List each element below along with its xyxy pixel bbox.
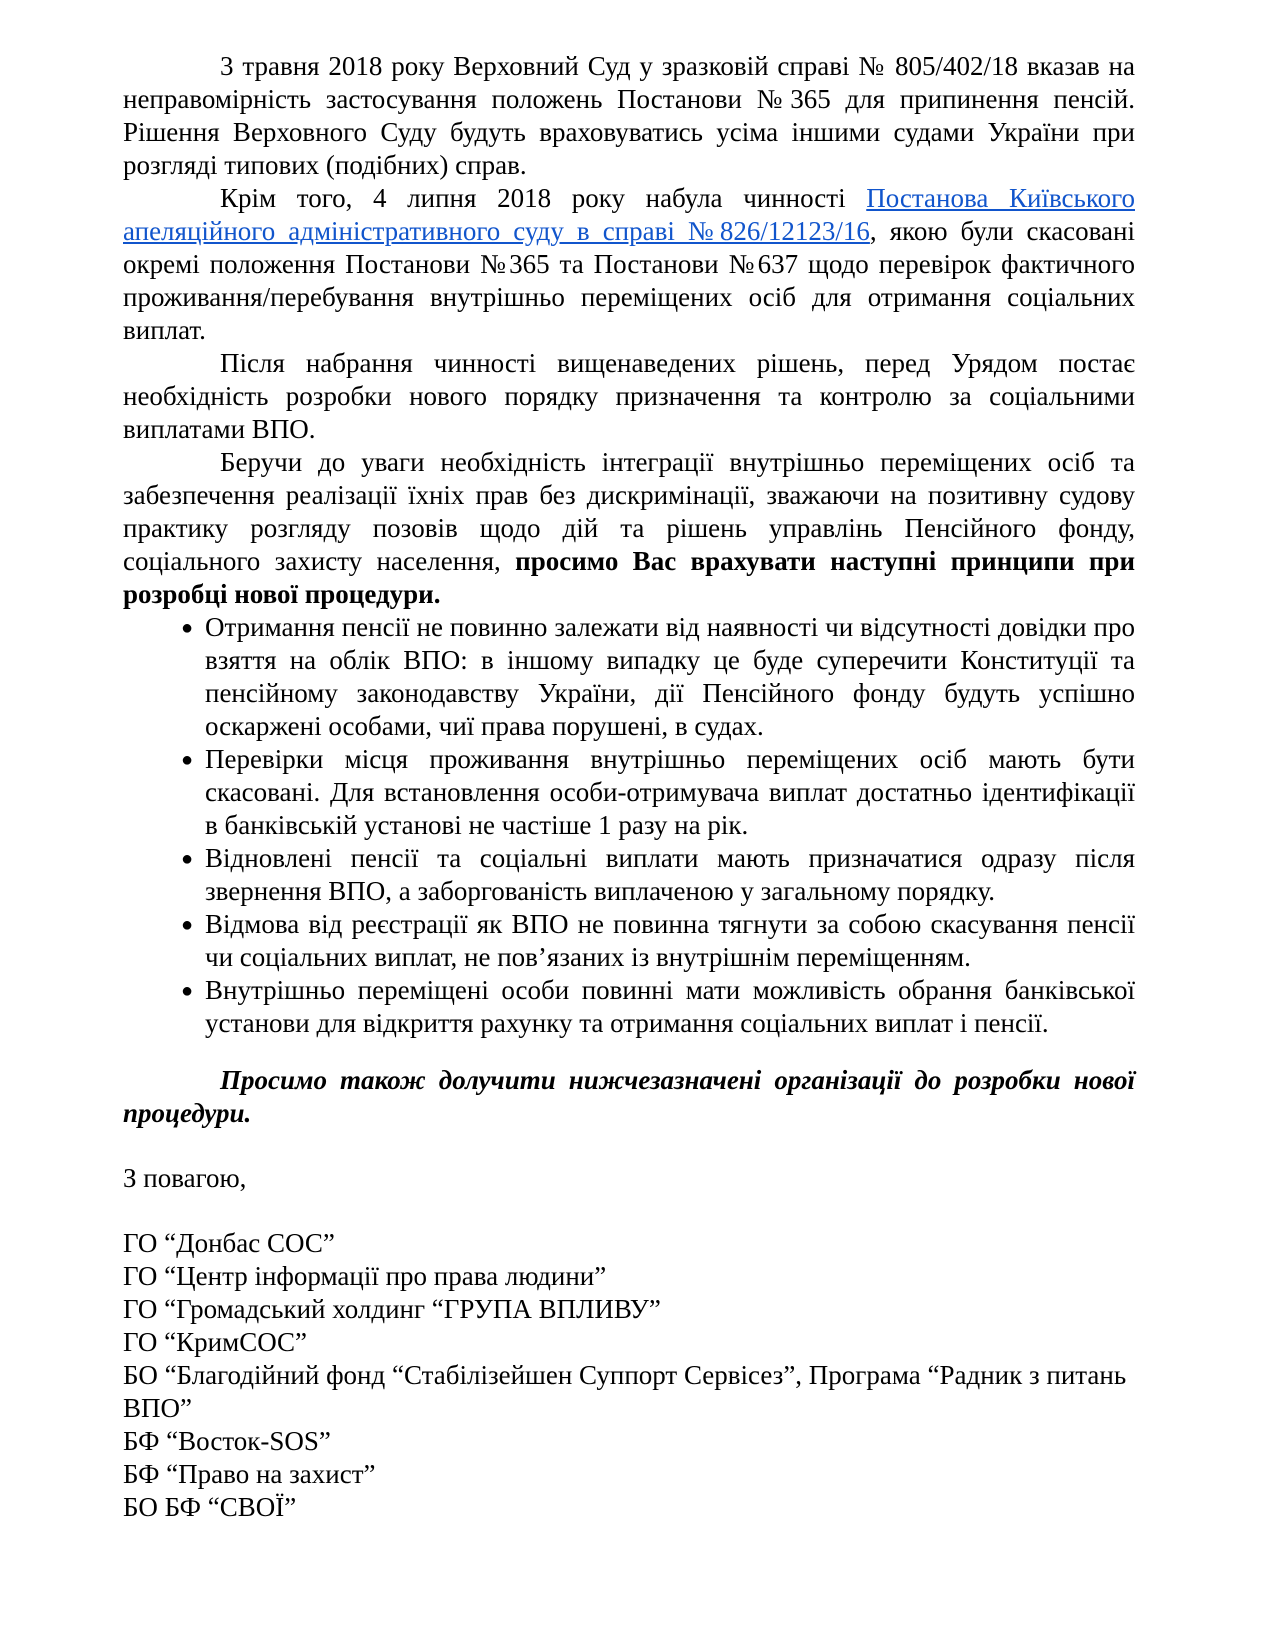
bullet-icon: ● xyxy=(181,617,194,639)
salutation: З повагою, xyxy=(123,1163,247,1193)
court-ruling-link[interactable]: Постанова Київського апеляційного адміністративного суду в справі №826/12123/16 xyxy=(123,183,1135,246)
paragraph-request-principles-lead: Беручи до уваги необхідність інтеграції внутрішньо переміщених осіб та забезпечення реалізації їхніх прав без дискримінації, зважаючи на позитивну судову практику розгляду позовів щодо дій та рішень управлінь Пенсійного фонду, соціального захисту населення, xyxy=(123,447,1135,576)
list-item xyxy=(123,908,1135,974)
paragraph-kyiv-appeal-court-lead: Крім того, 4 липня 2018 року набула чинності xyxy=(220,183,867,213)
signatory-stabilization-support-services: БО “Благодійний фонд “Стабілізейшен Суппорт Сервісез”, Програма “Радник з питань ВПО” xyxy=(123,1360,1127,1423)
list-item xyxy=(123,842,1135,908)
bullet-icon: ● xyxy=(181,848,194,870)
signatories-block xyxy=(123,1227,1135,1524)
paragraph-supreme-court-ruling: 3 травня 2018 року Верховний Суд у зразковій справі № 805/402/18 вказав на неправомірність застосування положень Постанови №365 для припинення пенсій. Рішення Верховного Суду будуть враховуватись усіма іншими судами України при розгляді типових (подібних) справ. xyxy=(123,51,1135,180)
list-item xyxy=(123,611,1135,743)
bullet-text-restored-pensions: Відновлені пенсії та соціальні виплати мають призначатися одразу після звернення ВПО, а заборгованість виплаченою у загальному порядку. xyxy=(205,843,1135,906)
signatory-crimea-sos: ГО “КримСОС” xyxy=(123,1327,308,1357)
signatory-right-to-protection: БФ “Право на захист” xyxy=(123,1459,376,1489)
paragraph-government-duty: Після набрання чинності вищенаведених рішень, перед Урядом постає необхідність розробки нового порядку призначення та контролю за соціальними виплатами ВПО. xyxy=(123,348,1135,444)
bullet-icon: ● xyxy=(181,749,194,771)
paragraph-kyiv-appeal-court xyxy=(123,182,1135,347)
bullet-text-bank-choice: Внутрішньо переміщені особи повинні мати можливість обрання банківської установи для відкриття рахунку та отримання соціальних виплат і пенсії. xyxy=(205,975,1135,1038)
signatory-svoi: БО БФ “СВОЇ” xyxy=(123,1492,297,1522)
paragraph-request-principles xyxy=(123,446,1135,611)
paragraph-request-principles-emphasis: просимо Вас врахувати наступні принципи при розробці нової процедури. xyxy=(123,546,1136,609)
bullet-icon: ● xyxy=(181,980,194,1002)
list-item xyxy=(123,743,1135,842)
principles-list xyxy=(123,611,1135,1040)
signatory-vostok-sos: БФ “Восток-SOS” xyxy=(123,1426,331,1456)
bullet-text-pension-certificate: Отримання пенсії не повинно залежати від наявності чи відсутності довідки про взяття на облік ВПО: в іншому випадку це буде суперечити Конституції та пенсійному законодавству України, дії Пенсійного фонду будуть успішно оскаржені особами, чиї права порушені, в судах. xyxy=(205,612,1135,741)
paragraph-kyiv-appeal-court-rest: , якою були скасовані окремі положення Постанови №365 та Постанови №637 щодо перевірок фактичного проживання/перебування внутрішньо переміщених осіб для отримання соціальних виплат. xyxy=(123,216,1135,345)
bullet-text-registration-refusal: Відмова від реєстрації як ВПО не повинна тягнути за собою скасування пенсії чи соціальних виплат, не пов’язаних із внутрішнім переміщенням. xyxy=(205,909,1135,972)
bullet-icon: ● xyxy=(181,914,194,936)
paragraph-closing-request: Просимо також долучити нижчезазначені організації до розробки нової процедури. xyxy=(123,1065,1135,1128)
signatory-human-rights-info-center: ГО “Центр інформації про права людини” xyxy=(123,1261,607,1291)
signatory-influence-group: ГО “Громадський холдинг “ГРУПА ВПЛИВУ” xyxy=(123,1294,661,1324)
list-item xyxy=(123,974,1135,1040)
signatory-donbas-sos: ГО “Донбас СОС” xyxy=(123,1228,335,1258)
bullet-text-residence-checks: Перевірки місця проживання внутрішньо переміщених осіб мають бути скасовані. Для встановлення особи-отримувача виплат достатньо ідентифікації в банківській установі не частіше 1 разу на рік. xyxy=(205,744,1135,840)
